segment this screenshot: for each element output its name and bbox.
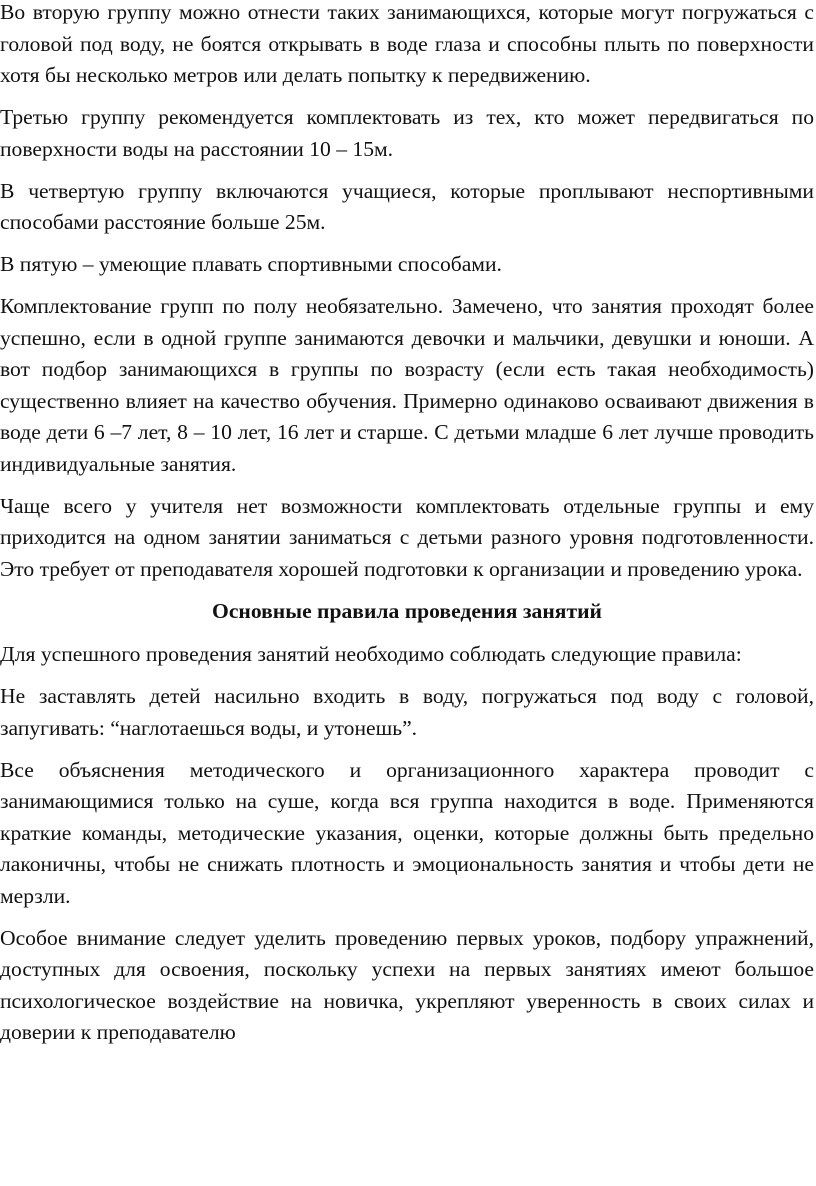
- section-heading: Основные правила проведения занятий: [212, 598, 602, 623]
- paragraph-rules-intro: Для успешного проведения занятий необходимо соблюдать следующие правила:: [0, 642, 742, 666]
- paragraph-rule-no-force: Не заставлять детей насильно входить в воду, погружаться под воду с головой, запугивать: “наглотаешься воды, и утонешь”.: [0, 684, 814, 740]
- paragraph-group-four: В четвертую группу включаются учащиеся, которые проплывают неспортивными способами расстояние больше 25м.: [0, 178, 814, 234]
- paragraph-group-three: Третью группу рекомендуется комплектовать из тех, кто может передвигаться по поверхности воды на расстоянии 10 – 15м.: [0, 105, 814, 161]
- paragraph-group-gender-age: Комплектование групп по полу необязательно. Замечено, что занятия проходят более успешно, если в одной группе занимаются девочки и мальчики, девушки и юноши. А вот подбор занимающихся в группы по возрасту (если есть такая необходимость) существенно влияет на качество обучения. Примерно одинаково осваивают движения в воде дети 6 –7 лет, 8 – 10 лет, 16 лет и старше. С детьми младше 6 лет лучше проводить индивидуальные занятия.: [0, 294, 814, 476]
- paragraph-rule-explanations: Все объяснения методического и организационного характера проводит с занимающимися только на суше, когда вся группа находится в воде. Применяются краткие команды, методические указания, оценки, которые должны быть предельно лаконичны, чтобы не снижать плотность и эмоциональность занятия и чтобы дети не мерзли.: [0, 757, 814, 908]
- paragraph-rule-first-lessons: Особое внимание следует уделить проведению первых уроков, подбору упражнений, доступных для освоения, поскольку успехи на первых занятиях имеют большое психологическое воздействие на новичка, укрепляют уверенность в своих силах и доверии к преподавателю: [0, 925, 814, 1044]
- paragraph-group-two: Во вторую группу можно отнести таких занимающихся, которые могут погружаться с головой под воду, не боятся открывать в воде глаза и способны плыть по поверхности хотя бы несколько метров или делать попытку к передвижению.: [0, 0, 814, 87]
- paragraph-group-five: В пятую – умеющие плавать спортивными способами.: [0, 252, 502, 276]
- paragraph-mixed-levels: Чаще всего у учителя нет возможности комплектовать отдельные группы и ему приходится на одном занятии заниматься с детьми разного уровня подготовленности. Это требует от преподавателя хорошей подготовки к организации и проведению урока.: [0, 493, 814, 581]
